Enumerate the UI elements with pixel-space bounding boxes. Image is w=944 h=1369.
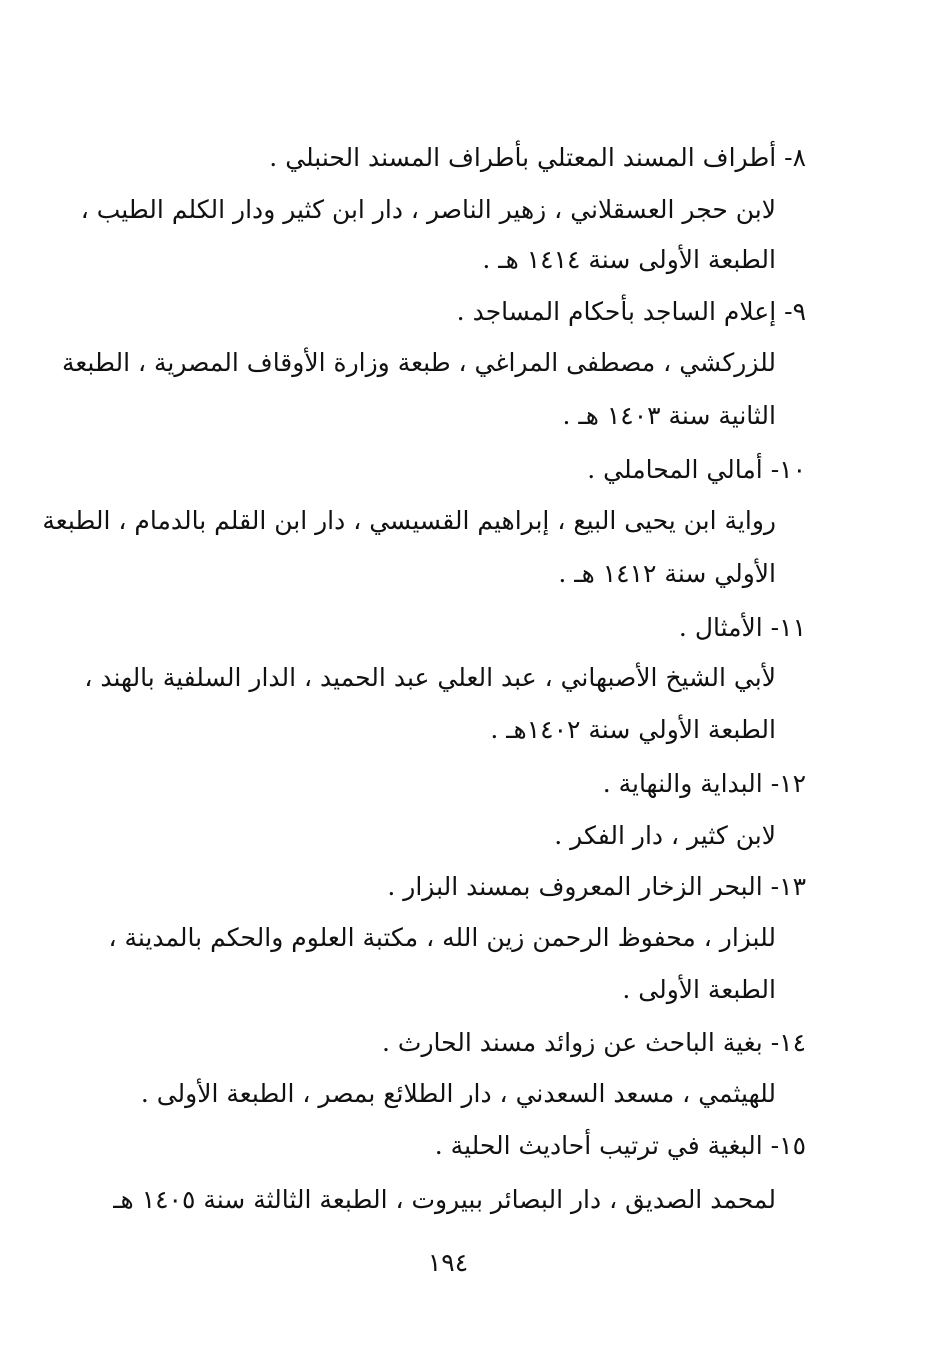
entry-title: ١٢- البداية والنهاية . [602, 769, 806, 798]
entry-details-line: الأولي سنة ١٤١٢ هـ . [558, 559, 776, 588]
entry-details-line: لابن كثير ، دار الفكر . [554, 821, 776, 850]
entry-title: ١٣- البحر الزخار المعروف بمسند البزار . [387, 872, 806, 901]
entry-title: ١٠- أمالي المحاملي . [587, 455, 806, 484]
entry-details-line: الثانية سنة ١٤٠٣ هـ . [562, 401, 776, 430]
entry-details-line: الطبعة الأولى . [622, 975, 776, 1004]
entry-details-line: لمحمد الصديق ، دار البصائر ببيروت ، الطبعة الثالثة سنة ١٤٠٥ هـ [113, 1185, 776, 1214]
entry-title: ١١- الأمثال . [678, 613, 806, 642]
entry-title: ٩- إعلام الساجد بأحكام المساجد . [456, 297, 806, 326]
entry-title: ١٤- بغية الباحث عن زوائد مسند الحارث . [382, 1028, 806, 1057]
entry-details-line: الطبعة الأولى سنة ١٤١٤ هـ . [482, 245, 776, 274]
entry-details-line: للهيثمي ، مسعد السعدني ، دار الطلائع بمصر ، الطبعة الأولى . [140, 1079, 776, 1108]
entry-details-line: لابن حجر العسقلاني ، زهير الناصر ، دار ابن كثير ودار الكلم الطيب ، [80, 195, 776, 224]
entry-details-line: الطبعة الأولي سنة ١٤٠٢هـ . [490, 715, 776, 744]
entry-title: ٨- أطراف المسند المعتلي بأطراف المسند الحنبلي . [269, 143, 806, 172]
entry-details-line: لأبي الشيخ الأصبهاني ، عبد العلي عبد الحميد ، الدار السلفية بالهند ، [84, 663, 776, 692]
page-number: ١٩٤ [427, 1248, 469, 1277]
entry-details-line: للزركشي ، مصطفى المراغي ، طبعة وزارة الأوقاف المصرية ، الطبعة [61, 348, 776, 377]
entry-title: ١٥- البغية في ترتيب أحاديث الحلية . [434, 1131, 806, 1160]
entry-details-line: رواية ابن يحيى البيع ، إبراهيم القسيسي ، دار ابن القلم بالدمام ، الطبعة [42, 506, 776, 535]
entry-details-line: للبزار ، محفوظ الرحمن زين الله ، مكتبة العلوم والحكم بالمدينة ، [108, 923, 776, 952]
